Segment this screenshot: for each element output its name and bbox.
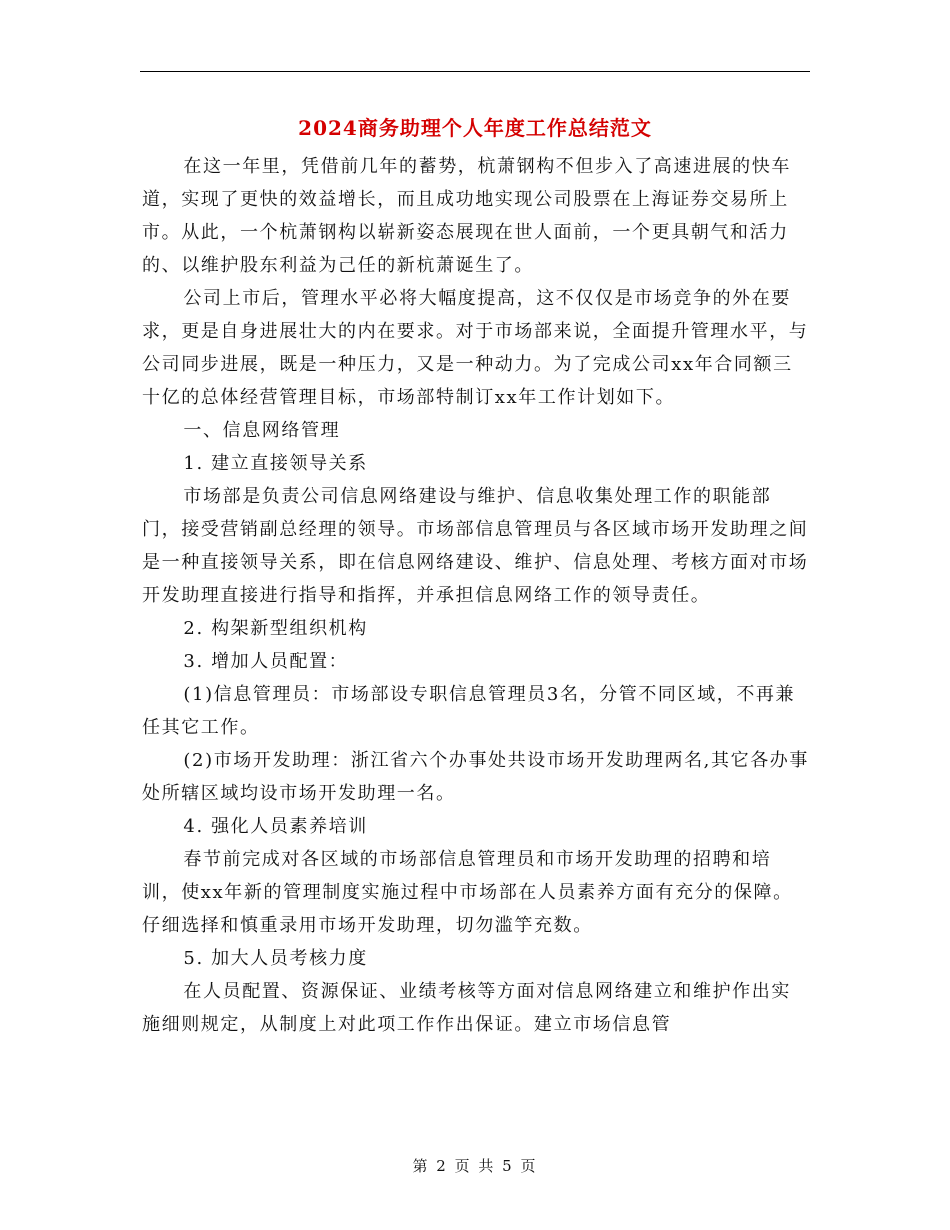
page-footer: 第 2 页 共 5 页 [412, 1157, 538, 1175]
item-heading-2: 2. 构架新型组织机构 [183, 618, 368, 639]
item-heading-4: 4. 强化人员素养培训 [183, 816, 368, 837]
document-body [142, 150, 810, 1041]
header-rule [140, 71, 810, 72]
paragraph-staff-1: (1)信息管理员：市场部设专职信息管理员3名，分管不同区域，不再兼任其它工作。 [142, 684, 796, 738]
paragraph-leadership: 市场部是负责公司信息网络建设与维护、信息收集处理工作的职能部门，接受营销副总经理的领导。市场部信息管理员与各区域市场开发助理之间是一种直接领导关系，即在信息网络建设、维护、信息处理、考核方面对市场开发助理直接进行指导和指挥，并承担信息网络工作的领导责任。 [142, 486, 809, 606]
paragraph-staff-2: (2)市场开发助理：浙江省六个办事处共设市场开发助理两名,其它各办事处所辖区域均设市场开发助理一名。 [142, 750, 810, 804]
paragraph-intro: 在这一年里，凭借前几年的蓄势，杭萧钢构不但步入了高速进展的快车道，实现了更快的效益增长，而且成功地实现公司股票在上海证券交易所上市。从此，一个杭萧钢构以崭新姿态展现在世人面前，一个更具朝气和活力的、以维护股东利益为己任的新杭萧诞生了。 [142, 156, 791, 276]
paragraph-assessment: 在人员配置、资源保证、业绩考核等方面对信息网络建立和维护作出实施细则规定，从制度上对此项工作作出保证。建立市场信息管 [142, 981, 791, 1035]
item-heading-5: 5. 加大人员考核力度 [183, 948, 368, 969]
paragraph-training: 春节前完成对各区域的市场部信息管理员和市场开发助理的招聘和培训，使xx年新的管理制度实施过程中市场部在人员素养方面有充分的保障。仔细选择和慎重录用市场开发助理，切勿滥竽充数。 [142, 849, 793, 936]
paragraph-management: 公司上市后，管理水平必将大幅度提高，这不仅仅是市场竞争的外在要求，更是自身进展壮大的内在要求。对于市场部来说，全面提升管理水平，与公司同步进展，既是一种压力，又是一种动力。为了完成公司xx年合同额三十亿的总体经营管理目标，市场部特制订xx年工作计划如下。 [142, 288, 809, 408]
document-title: 2024商务助理个人年度工作总结范文 [298, 116, 652, 140]
section-heading-info-network: 一、信息网络管理 [183, 420, 341, 441]
item-heading-3: 3. 增加人员配置： [183, 651, 349, 672]
item-heading-1: 1. 建立直接领导关系 [183, 453, 368, 474]
